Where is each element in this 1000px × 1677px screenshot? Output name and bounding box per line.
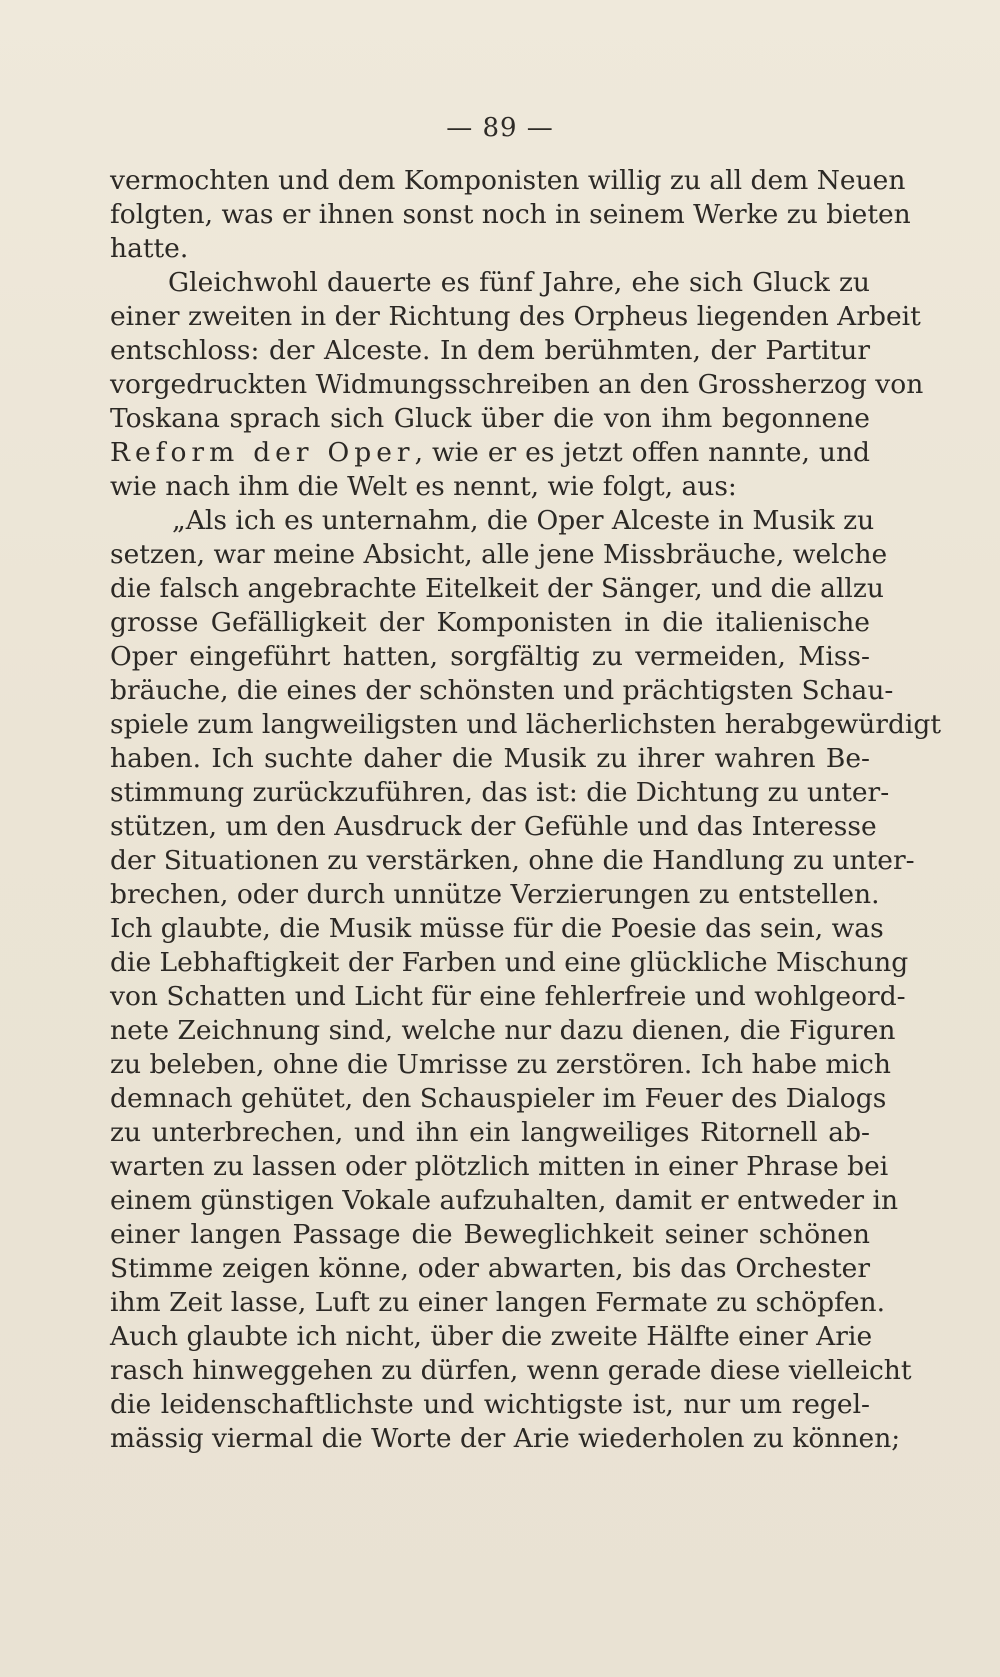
text-line-rest: , wie er es jetzt offen nannte, und [414, 437, 871, 468]
text-line: einer langen Passage die Beweglichkeit seiner schönen [110, 1219, 870, 1250]
text-line: wie nach ihm die Welt es nennt, wie folgt, aus: [110, 471, 737, 502]
body-text [110, 164, 941, 1456]
text-line: demnach gehütet, den Schauspieler im Feuer des Dialogs [110, 1083, 887, 1114]
text-line: einem günstigen Vokale aufzuhalten, damit er entweder in [110, 1185, 899, 1216]
quote-start-line: „Als ich es unternahm, die Oper Alceste in Musik zu [172, 505, 875, 536]
text-line: ihm Zeit lasse, Luft zu einer langen Fermate zu schöpfen. [110, 1287, 886, 1318]
paragraph-start-line: Gleichwohl dauerte es fünf Jahre, ehe sich Gluck zu [168, 267, 870, 298]
text-line: vermochten und dem Komponisten willig zu all dem Neuen [110, 165, 906, 196]
text-line: zu unterbrechen, und ihn ein langweiliges Ritornell ab- [110, 1117, 870, 1148]
text-line: der Situationen zu verstärken, ohne die Handlung zu unter- [110, 845, 915, 876]
text-line: setzen, war meine Absicht, alle jene Missbräuche, welche [110, 539, 888, 570]
page-number: — 89 — [446, 113, 554, 143]
text-line: vorgedruckten Widmungsschreiben an den Grossherzog von [110, 369, 924, 400]
text-line: die leidenschaftlichste und wichtigste ist, nur um regel- [110, 1389, 870, 1420]
text-line: von Schatten und Licht für eine fehlerfreie und wohlgeord- [110, 981, 906, 1012]
text-line [110, 436, 870, 470]
text-line: stimmung zurückzuführen, das ist: die Dichtung zu unter- [110, 777, 890, 808]
emphasized-phrase: Reform der Oper [110, 437, 415, 468]
text-line: entschloss: der Alceste. In dem berühmten, der Partitur [110, 335, 870, 366]
text-line: Stimme zeigen könne, oder abwarten, bis das Orchester [110, 1253, 870, 1284]
text-line: haben. Ich suchte daher die Musik zu ihrer wahren Be- [110, 743, 870, 774]
text-line: die falsch angebrachte Eitelkeit der Sänger, und die allzu [110, 573, 884, 604]
text-line: stützen, um den Ausdruck der Gefühle und das Interesse [110, 811, 877, 842]
text-line: grosse Gefälligkeit der Komponisten in die italienische [110, 607, 870, 638]
text-line: mässig viermal die Worte der Arie wiederholen zu können; [110, 1423, 901, 1454]
text-line: hatte. [110, 233, 189, 264]
text-line: brechen, oder durch unnütze Verzierungen zu entstellen. [110, 879, 880, 910]
text-line: Oper eingeführt hatten, sorgfältig zu vermeiden, Miss- [110, 641, 870, 672]
text-line: einer zweiten in der Richtung des Orpheus liegenden Arbeit [110, 301, 921, 332]
text-line: folgten, was er ihnen sonst noch in seinem Werke zu bieten [110, 199, 911, 230]
text-line: spiele zum langweiligsten und lächerlichsten herabgewürdigt [110, 709, 941, 740]
text-line: zu beleben, ohne die Umrisse zu zerstören. Ich habe mich [110, 1049, 891, 1080]
text-line: Auch glaubte ich nicht, über die zweite Hälfte einer Arie [110, 1321, 873, 1352]
text-line: Toskana sprach sich Gluck über die von ihm begonnene [110, 403, 870, 434]
text-line: bräuche, die eines der schönsten und prächtigsten Schau- [110, 675, 894, 706]
text-line: nete Zeichnung sind, welche nur dazu dienen, die Figuren [110, 1015, 896, 1046]
text-line: warten zu lassen oder plötzlich mitten in einer Phrase bei [110, 1151, 889, 1182]
text-line: die Lebhaftigkeit der Farben und eine glückliche Mischung [110, 947, 909, 978]
text-line: Ich glaubte, die Musik müsse für die Poesie das sein, was [110, 913, 884, 944]
text-line: rasch hinweggehen zu dürfen, wenn gerade diese vielleicht [110, 1355, 912, 1386]
